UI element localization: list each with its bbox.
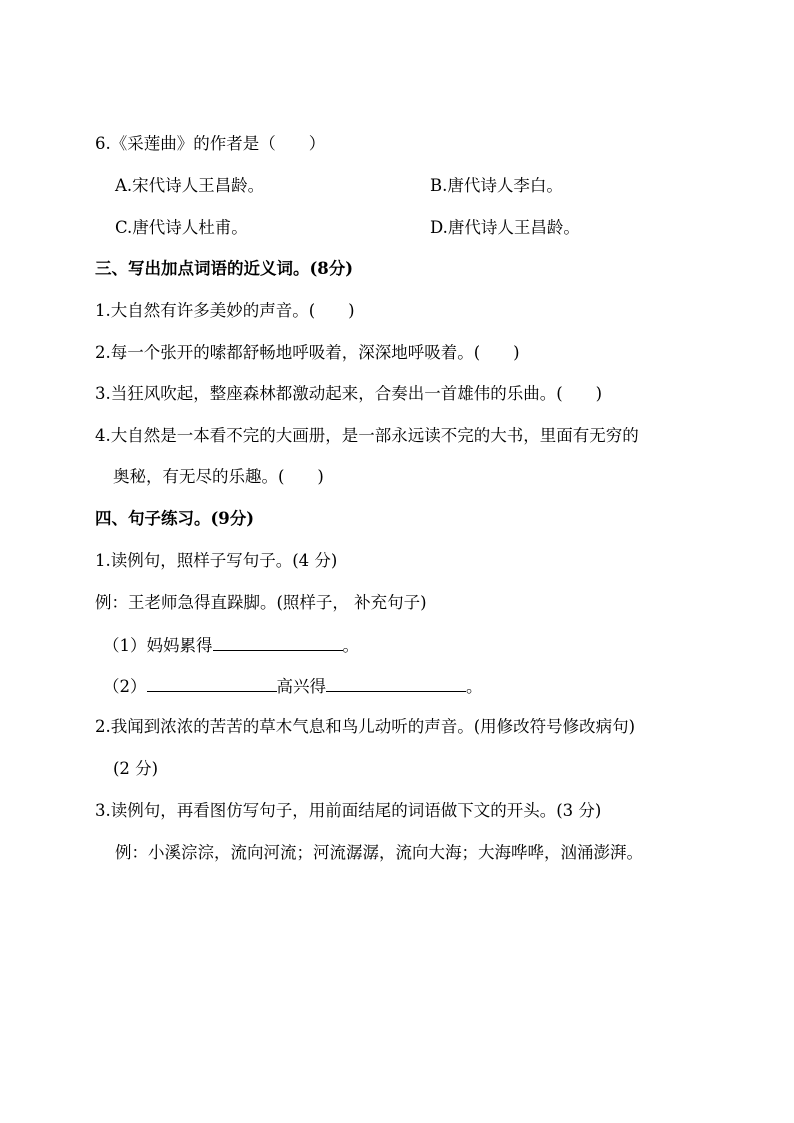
sentence-1-prefix: （1）妈妈累得 [103, 636, 213, 655]
sentence-2-prefix: （2） [103, 677, 147, 696]
section-3-item-3: 3.当狂风吹起，整座森林都激动起来，合奏出一首雄伟的乐曲。( ) [95, 384, 603, 403]
sentence-1-answer-blank[interactable] [213, 634, 343, 651]
section-4-q3-example: 例：小溪淙淙，流向河流；河流潺潺，流向大海；大海哗哗，汹涌澎湃。 [115, 843, 643, 862]
section-4-q3-stem: 3.读例句，再看图仿写句子，用前面结尾的词语做下文的开头。(3 分) [95, 801, 602, 820]
sentence-2-answer-blank-1[interactable] [147, 675, 277, 692]
sentence-2-suffix: 。 [466, 677, 483, 696]
section-3-heading: 三、写出加点词语的近义词。(8分) [95, 259, 354, 278]
question-6-option-c: C.唐代诗人杜甫。 [115, 218, 248, 237]
sentence-2-answer-blank-2[interactable] [326, 675, 466, 692]
section-4-heading: 四、句子练习。(9分) [95, 509, 255, 528]
question-6-option-d: D.唐代诗人王昌龄。 [430, 218, 580, 237]
section-3-item-1: 1.大自然有许多美妙的声音。( ) [95, 301, 355, 320]
section-4-q1-sentence-2 [103, 675, 483, 698]
section-4-q2-score: (2 分) [113, 759, 159, 778]
question-6-option-a: A.宋代诗人王昌龄。 [115, 176, 265, 195]
section-3-item-4: 4.大自然是一本看不完的大画册，是一部永远读不完的大书，里面有无穷的 [95, 426, 639, 445]
section-4-q1-sentence-1 [103, 634, 359, 657]
question-6-stem: 6.《采莲曲》的作者是（ ） [95, 134, 326, 153]
sentence-2-middle: 高兴得 [276, 677, 326, 696]
section-4-q2-stem: 2.我闻到浓浓的苦苦的草木气息和鸟儿动听的声音。(用修改符号修改病句) [95, 717, 636, 736]
section-4-q1-stem: 1.读例句，照样子写句子。(4 分) [95, 551, 338, 570]
section-4-q1-example: 例：王老师急得直跺脚。(照样子， 补充句子) [95, 593, 427, 612]
question-6-option-b: B.唐代诗人李白。 [430, 176, 563, 195]
sentence-1-suffix: 。 [342, 636, 359, 655]
section-3-item-4-continued: 奥秘，有无尽的乐趣。( ) [113, 467, 324, 486]
section-3-item-2: 2.每一个张开的嗦都舒畅地呼吸着，深深地呼吸着。( ) [95, 343, 520, 362]
